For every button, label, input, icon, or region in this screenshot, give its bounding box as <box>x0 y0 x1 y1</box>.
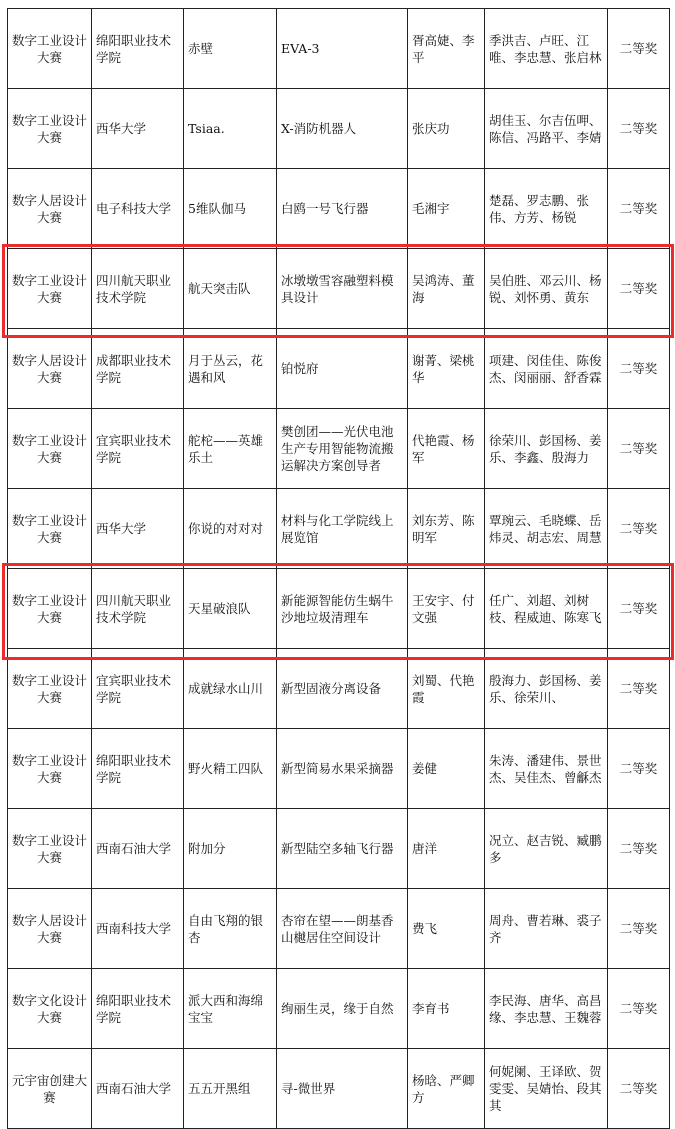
work-cell: 冰墩墩雪容融塑料模具设计 <box>277 249 408 329</box>
advisors-cell: 姜健 <box>408 729 485 809</box>
school-cell: 四川航天职业技术学院 <box>92 249 184 329</box>
award-cell: 二等奖 <box>608 729 670 809</box>
advisors-cell: 李育书 <box>408 969 485 1049</box>
award-cell: 二等奖 <box>608 9 670 89</box>
members-cell: 季洪吉、卢旺、江唯、李忠慧、张启林 <box>485 9 608 89</box>
team-cell: 你说的对对对 <box>184 489 277 569</box>
award-cell: 二等奖 <box>608 569 670 649</box>
table-row <box>8 249 670 329</box>
competition-cell: 数字工业设计大赛 <box>8 9 92 89</box>
award-cell: 二等奖 <box>608 809 670 889</box>
school-cell: 四川航天职业技术学院 <box>92 569 184 649</box>
competition-cell: 数字工业设计大赛 <box>8 489 92 569</box>
work-cell: 杏帘在望——朗基香山樾居住空间设计 <box>277 889 408 969</box>
advisors-cell: 杨晗、严卿方 <box>408 1049 485 1129</box>
award-cell: 二等奖 <box>608 89 670 169</box>
table-row <box>8 489 670 569</box>
school-cell: 西南科技大学 <box>92 889 184 969</box>
school-cell: 西南石油大学 <box>92 1049 184 1129</box>
award-cell: 二等奖 <box>608 649 670 729</box>
members-cell: 周舟、曹若琳、裘子齐 <box>485 889 608 969</box>
members-cell: 楚磊、罗志鹏、张伟、方芳、杨锐 <box>485 169 608 249</box>
competition-cell: 数字工业设计大赛 <box>8 409 92 489</box>
team-cell: 派大西和海绵宝宝 <box>184 969 277 1049</box>
members-cell: 殷海力、彭国杨、姜乐、徐荣川、 <box>485 649 608 729</box>
members-cell: 何妮阑、王译欧、贺雯雯、吴婧怡、段其其 <box>485 1049 608 1129</box>
advisors-cell: 胥高婕、李平 <box>408 9 485 89</box>
advisors-cell: 毛湘宇 <box>408 169 485 249</box>
work-cell: 绚丽生灵，缘于自然 <box>277 969 408 1049</box>
school-cell: 成都职业技术学院 <box>92 329 184 409</box>
competition-cell: 数字文化设计大赛 <box>8 969 92 1049</box>
work-cell: EVA-3 <box>277 9 408 89</box>
table-row <box>8 649 670 729</box>
award-cell: 二等奖 <box>608 889 670 969</box>
team-cell: 附加分 <box>184 809 277 889</box>
table-row <box>8 809 670 889</box>
table-row <box>8 169 670 249</box>
work-cell: 新型陆空多轴飞行器 <box>277 809 408 889</box>
award-cell: 二等奖 <box>608 249 670 329</box>
school-cell: 电子科技大学 <box>92 169 184 249</box>
table-row <box>8 89 670 169</box>
competition-cell: 数字工业设计大赛 <box>8 649 92 729</box>
advisors-cell: 费飞 <box>408 889 485 969</box>
members-cell: 覃琬云、毛晓蝶、岳炜灵、胡志宏、周慧 <box>485 489 608 569</box>
team-cell: 五五开黑组 <box>184 1049 277 1129</box>
table-row <box>8 409 670 489</box>
team-cell: 月于丛云，花遇和风 <box>184 329 277 409</box>
advisors-cell: 刘东芳、陈明军 <box>408 489 485 569</box>
table-row <box>8 1049 670 1129</box>
award-cell: 二等奖 <box>608 409 670 489</box>
work-cell: 樊创团——光伏电池生产专用智能物流搬运解决方案创导者 <box>277 409 408 489</box>
work-cell: 铂悦府 <box>277 329 408 409</box>
awards-table <box>7 8 670 1129</box>
table-row <box>8 889 670 969</box>
advisors-cell: 刘蜀、代艳霞 <box>408 649 485 729</box>
competition-cell: 数字工业设计大赛 <box>8 89 92 169</box>
competition-cell: 元宇宙创建大赛 <box>8 1049 92 1129</box>
work-cell: 白鸥一号飞行器 <box>277 169 408 249</box>
members-cell: 况立、赵吉锐、臧鹏多 <box>485 809 608 889</box>
team-cell: 赤壁 <box>184 9 277 89</box>
school-cell: 绵阳职业技术学院 <box>92 729 184 809</box>
school-cell: 绵阳职业技术学院 <box>92 969 184 1049</box>
members-cell: 吴伯胜、邓云川、杨锐、刘怀勇、黄东 <box>485 249 608 329</box>
school-cell: 西华大学 <box>92 489 184 569</box>
advisors-cell: 王安宇、付文强 <box>408 569 485 649</box>
members-cell: 任广、刘超、刘树枝、程威迪、陈寒飞 <box>485 569 608 649</box>
table-row <box>8 9 670 89</box>
advisors-cell: 唐洋 <box>408 809 485 889</box>
members-cell: 项建、闵佳佳、陈俊杰、闵丽丽、舒香霖 <box>485 329 608 409</box>
school-cell: 西南石油大学 <box>92 809 184 889</box>
competition-cell: 数字人居设计大赛 <box>8 889 92 969</box>
award-cell: 二等奖 <box>608 329 670 409</box>
team-cell: 自由飞翔的银杏 <box>184 889 277 969</box>
members-cell: 胡佳玉、尔吉伍呷、陈信、冯路平、李婧 <box>485 89 608 169</box>
advisors-cell: 吴鸿涛、董海 <box>408 249 485 329</box>
advisors-cell: 谢菁、梁桃华 <box>408 329 485 409</box>
competition-cell: 数字工业设计大赛 <box>8 569 92 649</box>
members-cell: 李民海、唐华、高昌缘、李忠慧、王魏蓉 <box>485 969 608 1049</box>
team-cell: 野火精工四队 <box>184 729 277 809</box>
award-cell: 二等奖 <box>608 969 670 1049</box>
members-cell: 朱涛、潘建伟、景世杰、吴佳杰、曾龢杰 <box>485 729 608 809</box>
advisors-cell: 张庆功 <box>408 89 485 169</box>
awards-table-body <box>8 9 670 1129</box>
school-cell: 宜宾职业技术学院 <box>92 649 184 729</box>
competition-cell: 数字工业设计大赛 <box>8 809 92 889</box>
team-cell: Tsiaa. <box>184 89 277 169</box>
work-cell: 新能源智能仿生蜗牛沙地垃圾清理车 <box>277 569 408 649</box>
award-cell: 二等奖 <box>608 1049 670 1129</box>
work-cell: 材料与化工学院线上展览馆 <box>277 489 408 569</box>
work-cell: X-消防机器人 <box>277 89 408 169</box>
table-row <box>8 569 670 649</box>
team-cell: 5维队伽马 <box>184 169 277 249</box>
school-cell: 西华大学 <box>92 89 184 169</box>
competition-cell: 数字人居设计大赛 <box>8 329 92 409</box>
school-cell: 宜宾职业技术学院 <box>92 409 184 489</box>
award-cell: 二等奖 <box>608 169 670 249</box>
members-cell: 徐荣川、彭国杨、姜乐、李鑫、殷海力 <box>485 409 608 489</box>
competition-cell: 数字工业设计大赛 <box>8 249 92 329</box>
table-row <box>8 329 670 409</box>
work-cell: 新型固液分离设备 <box>277 649 408 729</box>
team-cell: 成就绿水山川 <box>184 649 277 729</box>
school-cell: 绵阳职业技术学院 <box>92 9 184 89</box>
team-cell: 舵柁——英雄乐土 <box>184 409 277 489</box>
team-cell: 天星破浪队 <box>184 569 277 649</box>
work-cell: 新型简易水果采摘器 <box>277 729 408 809</box>
team-cell: 航天突击队 <box>184 249 277 329</box>
table-row <box>8 729 670 809</box>
table-row <box>8 969 670 1049</box>
competition-cell: 数字工业设计大赛 <box>8 729 92 809</box>
advisors-cell: 代艳霞、杨军 <box>408 409 485 489</box>
award-cell: 二等奖 <box>608 489 670 569</box>
competition-cell: 数字人居设计大赛 <box>8 169 92 249</box>
work-cell: 寻-微世界 <box>277 1049 408 1129</box>
